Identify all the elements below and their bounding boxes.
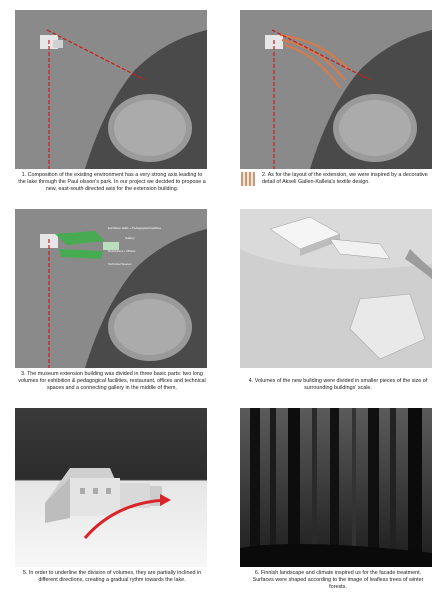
caption-3: 3. The museum extension building was divided in three basic parts: two long volumes for exhibition & pedagogical facilities, restaurant, offices and technical spaces and a connecting gallery in the middle of them. bbox=[18, 371, 206, 391]
caption-4: 4. Volumes of the new building were divided in smaller pieces of the size of surrounding buildings' scale. bbox=[248, 378, 428, 391]
caption-1: 1. Composition of the existing environment has a very strong axis leading to the lake through the Paul olsson's park. In our project we decided to propose a new, east-south directed axis for the extension building. bbox=[18, 172, 206, 192]
caption-6: 6. Finnish landscape and climate inspired us for the facade treatment. Surfaces were shaped according to the image of leafless trees of winter forests. bbox=[252, 570, 424, 590]
building-parts-panel bbox=[15, 209, 207, 368]
label-restaurant: Restaurant + Offices bbox=[108, 249, 136, 253]
label-exhibition: Exhibition Halls + Pedagogical Facilities bbox=[108, 226, 161, 230]
label-technical: Technical Spaces bbox=[108, 262, 132, 266]
winter-forest-panel bbox=[240, 408, 432, 567]
label-gallery: Gallery bbox=[125, 236, 135, 240]
layout-inspiration-panel bbox=[240, 10, 432, 169]
site-plan-axis-panel bbox=[15, 10, 207, 169]
textile-thumbnail bbox=[241, 172, 255, 186]
volumes-panel bbox=[240, 209, 432, 368]
caption-5: 5. In order to underline the division of volumes, they are partially inclined in different directions, creating a gradual rythm towards the lake. bbox=[22, 570, 202, 583]
caption-2: 2. As for the layout of the extension, we were inspired by a decorative detail of Akseli Gallen-Kallela's textile design. bbox=[262, 172, 428, 185]
inclined-volumes-panel bbox=[15, 408, 207, 567]
